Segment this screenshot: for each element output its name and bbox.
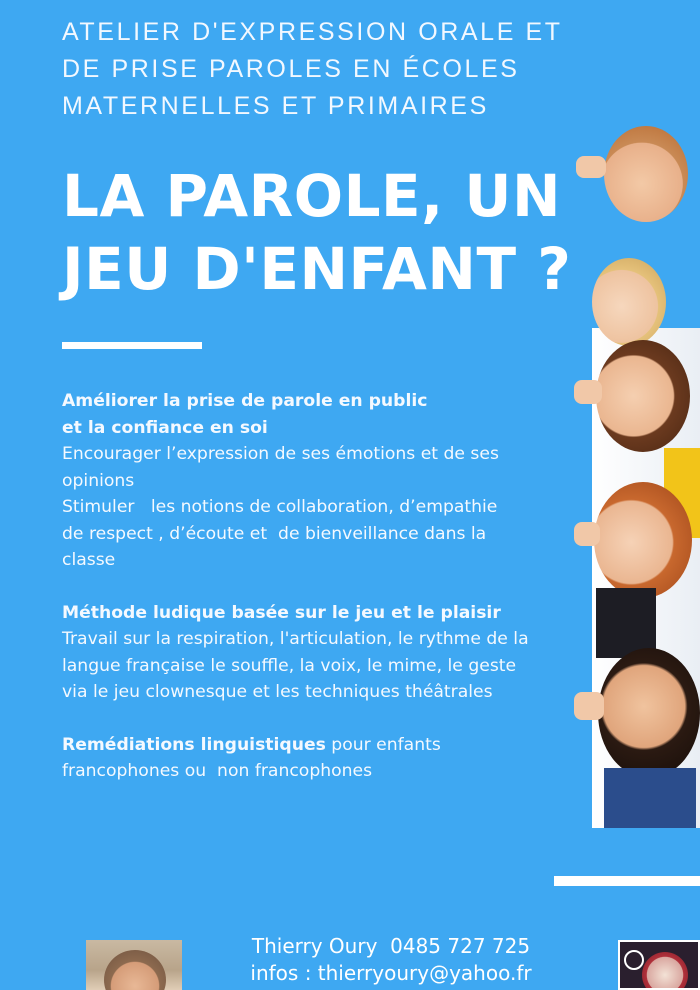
section-remediation — [62, 732, 582, 785]
section-remediation-heading: Remédiations linguistiques — [62, 734, 326, 755]
section-method — [62, 600, 582, 706]
children-photo — [574, 118, 700, 838]
child-hand-5 — [574, 692, 604, 720]
contact-info — [236, 933, 546, 987]
contact-portrait — [86, 940, 182, 990]
portrait-head — [104, 950, 166, 990]
child-hand-3 — [574, 380, 602, 404]
title-line-2: JEU D'ENFANT ? — [62, 235, 572, 303]
section-confidence-line-1: Encourager l’expression de ses émotions et de ses — [62, 444, 499, 464]
clown-face — [642, 952, 688, 990]
subtitle-line-2: DE PRISE PAROLES EN ÉCOLES — [62, 55, 520, 83]
child-hand-4 — [574, 522, 600, 546]
section-confidence-line-5: classe — [62, 550, 116, 570]
contact-name-phone: Thierry Oury 0485 727 725 — [251, 934, 531, 958]
subtitle-line-1: ATELIER D'EXPRESSION ORALE ET — [62, 18, 563, 46]
section-remediation-line-1 — [62, 732, 582, 759]
section-method-line-2: langue française le souffle, la voix, le mime, le geste — [62, 655, 517, 676]
section-confidence-heading-2: et la confiance en soi — [62, 417, 268, 438]
section-method-line-1: Travail sur la respiration, l'articulation, le rythme de la — [62, 629, 529, 649]
child-hand-1 — [576, 156, 606, 178]
section-remediation-rest: pour enfants — [325, 734, 441, 755]
section-method-heading: Méthode ludique basée sur le jeu et le plaisir — [62, 602, 501, 623]
clown-logo — [618, 940, 700, 990]
child-face-2 — [592, 258, 666, 346]
poster-body — [62, 388, 582, 811]
child-face-1 — [604, 126, 688, 222]
poster-subtitle — [62, 14, 622, 125]
blue-shirt — [604, 768, 696, 828]
section-confidence-line-2: opinions — [62, 470, 135, 491]
title-divider — [62, 342, 202, 349]
section-confidence-line-3: Stimuler les notions de collaboration, d’empathie — [62, 497, 498, 517]
section-confidence-line-4: de respect , d’écoute et de bienveillance dans la — [62, 523, 487, 544]
contact-email: infos : thierryoury@yahoo.fr — [250, 961, 532, 985]
section-remediation-line-2: francophones ou non francophones — [62, 761, 373, 781]
title-line-1: LA PAROLE, UN — [62, 162, 562, 230]
section-method-line-3: via le jeu clownesque et les techniques théâtrales — [62, 682, 493, 702]
bottom-accent-bar — [554, 876, 700, 886]
swirl-decoration — [624, 950, 644, 970]
child-face-3 — [596, 340, 690, 452]
subtitle-line-3: MATERNELLES ET PRIMAIRES — [62, 92, 489, 120]
section-confidence-heading-1: Améliorer la prise de parole en public — [62, 391, 428, 411]
child-face-5 — [598, 648, 700, 778]
poster-title — [62, 160, 602, 306]
child-face-4 — [594, 482, 692, 598]
section-confidence — [62, 388, 582, 574]
